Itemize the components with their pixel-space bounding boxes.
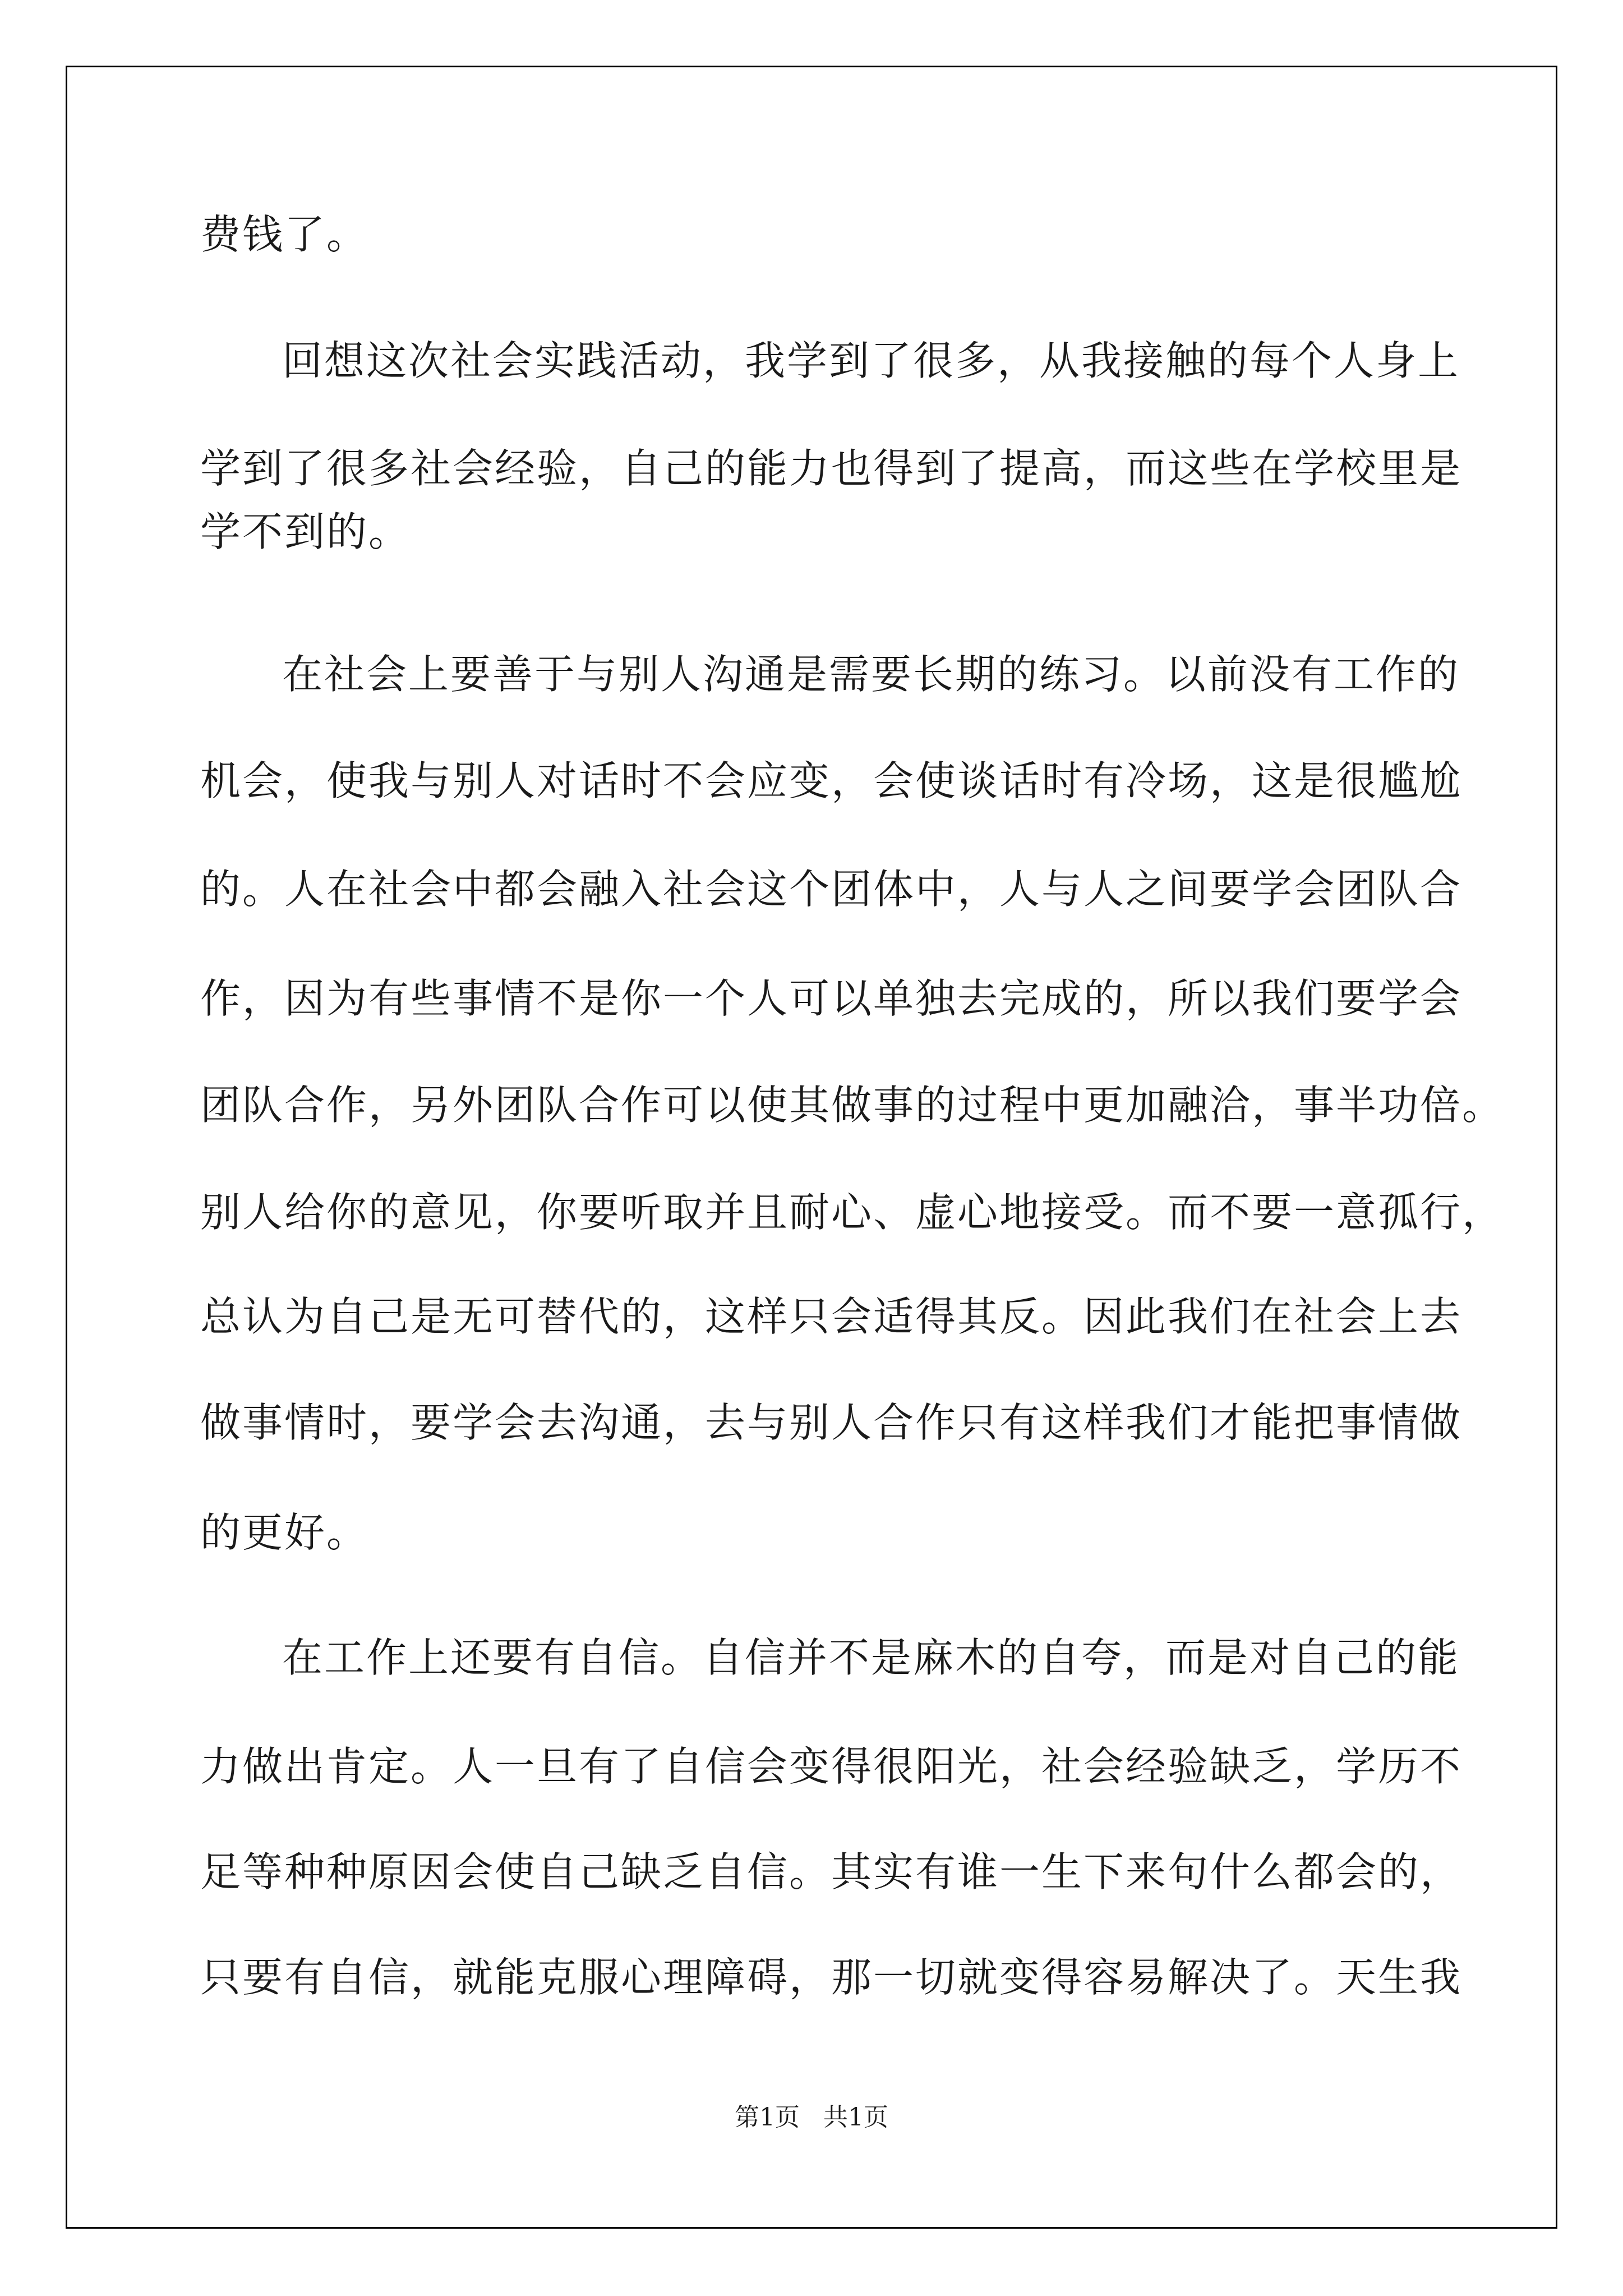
page-border: [66, 66, 1557, 2229]
text-line: 机会，使我与别人对话时不会应变，会使谈话时有冷场，这是很尴尬: [200, 757, 1463, 804]
text-line: 做事情时，要学会去沟通，去与别人合作只有这样我们才能把事情做: [200, 1399, 1463, 1446]
text-line: 总认为自己是无可替代的，这样只会适得其反。因此我们在社会上去: [200, 1293, 1463, 1340]
text-line: 力做出肯定。人一旦有了自信会变得很阳光，社会经验缺乏，学历不: [200, 1743, 1463, 1790]
text-line: 学不到的。: [200, 508, 411, 555]
text-line: 作，因为有些事情不是你一个人可以单独去完成的，所以我们要学会: [200, 975, 1463, 1022]
text-line: 的更好。: [200, 1509, 369, 1556]
page-number-footer: 第1页 共1页: [735, 2103, 888, 2132]
text-line: 费钱了。: [200, 211, 369, 258]
paragraph-first-line: 在工作上还要有自信。自信并不是麻木的自夸，而是对自己的能: [282, 1634, 1460, 1681]
text-line: 别人给你的意见，你要听取并且耐心、虚心地接受。而不要一意孤行，: [200, 1189, 1505, 1236]
paragraph-first-line: 在社会上要善于与别人沟通是需要长期的练习。以前没有工作的: [282, 651, 1460, 698]
text-line: 团队合作，另外团队合作可以使其做事的过程中更加融洽，事半功倍。: [200, 1082, 1505, 1129]
paragraph-first-line: 回想这次社会实践活动，我学到了很多，从我接触的每个人身上: [282, 337, 1460, 384]
text-line: 足等种种原因会使自己缺乏自信。其实有谁一生下来句什么都会的，: [200, 1848, 1463, 1895]
text-line: 的。人在社会中都会融入社会这个团体中，人与人之间要学会团队合: [200, 866, 1463, 913]
text-line: 学到了很多社会经验，自己的能力也得到了提高，而这些在学校里是: [200, 445, 1463, 492]
text-line: 只要有自信，就能克服心理障碍，那一切就变得容易解决了。天生我: [200, 1954, 1463, 2001]
